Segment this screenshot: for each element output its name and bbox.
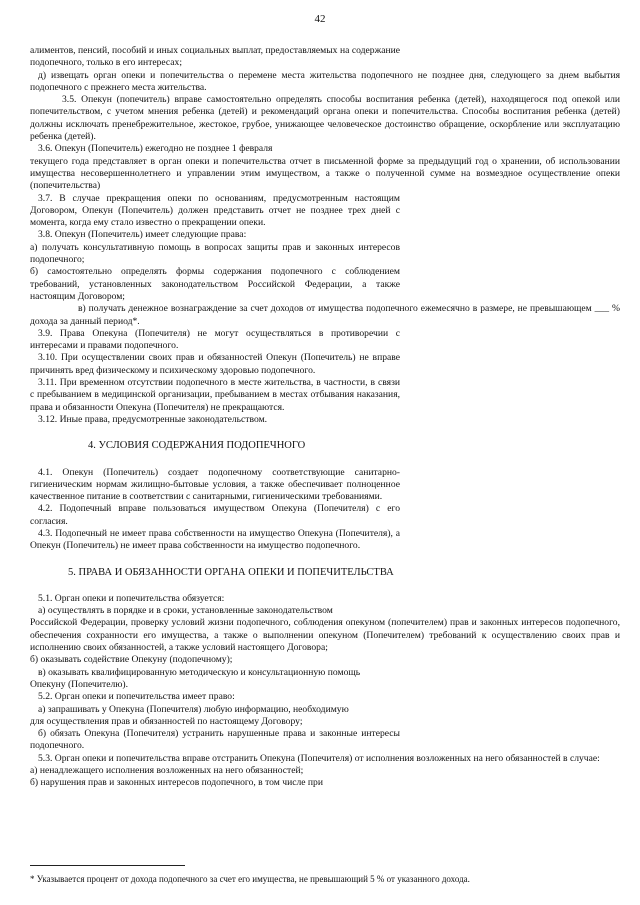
paragraph: а) ненадлежащего исполнения возложенных на него обязанностей; xyxy=(30,765,304,777)
paragraph: для осуществления прав и обязанностей по настоящему Договору; xyxy=(30,715,303,727)
paragraph: 3.6. Опекун (Попечитель) ежегодно не позднее 1 февраля xyxy=(38,143,273,155)
paragraph: Российской Федерации, проверку условий жизни подопечного, соблюдения опекуном (попечителем) прав и законных интересов подопечного, обеспечения сохранности его имущества, а также о выполнении опекуном (Попечителем) требований к осуществлению своих прав и исполнению своих обязанностей, а также условий настоящего Договора; xyxy=(30,617,620,654)
section-heading: 4. УСЛОВИЯ СОДЕРЖАНИЯ ПОДОПЕЧНОГО xyxy=(88,440,306,452)
paragraph: 3.10. При осуществлении своих прав и обязанностей Опекун (Попечитель) не вправе причинять вред физическому и психическому здоровью подопечного. xyxy=(30,352,400,376)
paragraph: а) осуществлять в порядке и в сроки, установленные законодательством xyxy=(38,605,333,617)
paragraph: 3.11. При временном отсутствии подопечного в месте жительства, в частности, в связи с пребыванием в медицинской организации, пребыванием в местах отбывания наказания, права и обязанности Опекуна (Попечителя) не прекращаются. xyxy=(30,377,400,413)
paragraph: 3.12. Иные права, предусмотренные законодательством. xyxy=(38,413,268,425)
paragraph: в) получать денежное вознаграждение за счет доходов от имущества подопечного ежемесячно в размере, не превышающем ___ % дохода за данный период*. xyxy=(30,303,620,327)
paragraph: 4.1. Опекун (Попечитель) создает подопечному соответствующие санитарно-гигиеническим нормам жилищно-бытовые условия, а также обеспечивает полноценное качественное питание в соответствии с санитарными, гигиеническими требованиями. xyxy=(30,466,400,503)
paragraph: 3.9. Права Опекуна (Попечителя) не могут осуществляться в противоречии с интересами и правами подопечного. xyxy=(30,327,400,352)
paragraph: 4.2. Подопечный вправе пользоваться имуществом Опекуна (Попечителя) с его согласия. xyxy=(30,503,400,527)
paragraph: Опекуну (Попечителю). xyxy=(30,678,129,690)
page-number: 42 xyxy=(314,13,326,25)
paragraph: 5.2. Орган опеки и попечительства имеет право: xyxy=(38,691,235,703)
paragraph: в) оказывать квалифицированную методическую и консультационную помощь xyxy=(38,666,361,678)
paragraph: 3.7. В случае прекращения опеки по основаниям, предусмотренным настоящим Договором, Опекун (Попечитель) должен представить отчет не позднее трех дней с момента, когда ему стало известно о прекращении опеки. xyxy=(30,192,400,229)
paragraph: 5.1. Орган опеки и попечительства обязуется: xyxy=(38,592,225,604)
paragraph: б) оказывать содействие Опекуну (подопечному); xyxy=(30,654,233,666)
paragraph: текущего года представляет в орган опеки и попечительства отчет в письменной форме за предыдущий год о хранении, об использовании имущества несовершеннолетнего и управлении этим имуществом, а также о полученной сумме на возмездное осуществление опеки (попечительства) xyxy=(30,155,620,192)
paragraph: 3.5. Опекун (попечитель) вправе самостоятельно определять способы воспитания ребенка (детей), находящегося под опекой или попечительством, с учетом мнения ребенка (детей) и рекомендаций органа опеки и попечительства. Способы воспитания ребенка (детей) должны исключать пренебрежительное, жестокое, грубое, унижающее человеческое достоинство обращение, оскорбление или эксплуатацию ребенка (детей). xyxy=(30,94,620,143)
document-body xyxy=(30,45,620,790)
section-heading: 5. ПРАВА И ОБЯЗАННОСТИ ОРГАНА ОПЕКИ И ПОПЕЧИТЕЛЬСТВА xyxy=(68,566,394,578)
paragraph: б) самостоятельно определять формы содержания подопечного с соблюдением требований, установленных законодательством Российской Федерации, а также настоящим Договором; xyxy=(30,266,400,302)
paragraph: 3.8. Опекун (Попечитель) имеет следующие права: xyxy=(38,229,247,241)
paragraph: а) получать консультативную помощь в вопросах защиты прав и законных интересов подопечного; xyxy=(30,241,400,266)
paragraph: д) извещать орган опеки и попечительства о перемене места жительства подопечного не позднее дня, следующего за днем выбытия подопечного с прежнего места жительства. xyxy=(30,69,620,93)
paragraph: б) нарушения прав и законных интересов подопечного, в том числе при xyxy=(30,777,323,789)
footnote: * Указывается процент от дохода подопечного за счет его имущества, не превышающий 5 % от указанного дохода. xyxy=(30,874,470,884)
paragraph: б) обязать Опекуна (Попечителя) устранить нарушенные права и законные интересы подопечного. xyxy=(30,728,400,752)
footnote-separator xyxy=(30,865,185,866)
paragraph: алиментов, пенсий, пособий и иных социальных выплат, предоставляемых на содержание подопечного, только в его интересах; xyxy=(30,45,400,69)
paragraph: а) запрашивать у Опекуна (Попечителя) любую информацию, необходимую xyxy=(38,703,349,715)
paragraph: 4.3. Подопечный не имеет права собственности на имущество Опекуна (Попечителя), а Опекун (Попечитель) не имеет права собственности на имущество подопечного. xyxy=(30,527,400,552)
paragraph: 5.3. Орган опеки и попечительства вправе отстранить Опекуна (Попечителя) от исполнения возложенных на него обязанностей в случае: xyxy=(38,752,600,764)
